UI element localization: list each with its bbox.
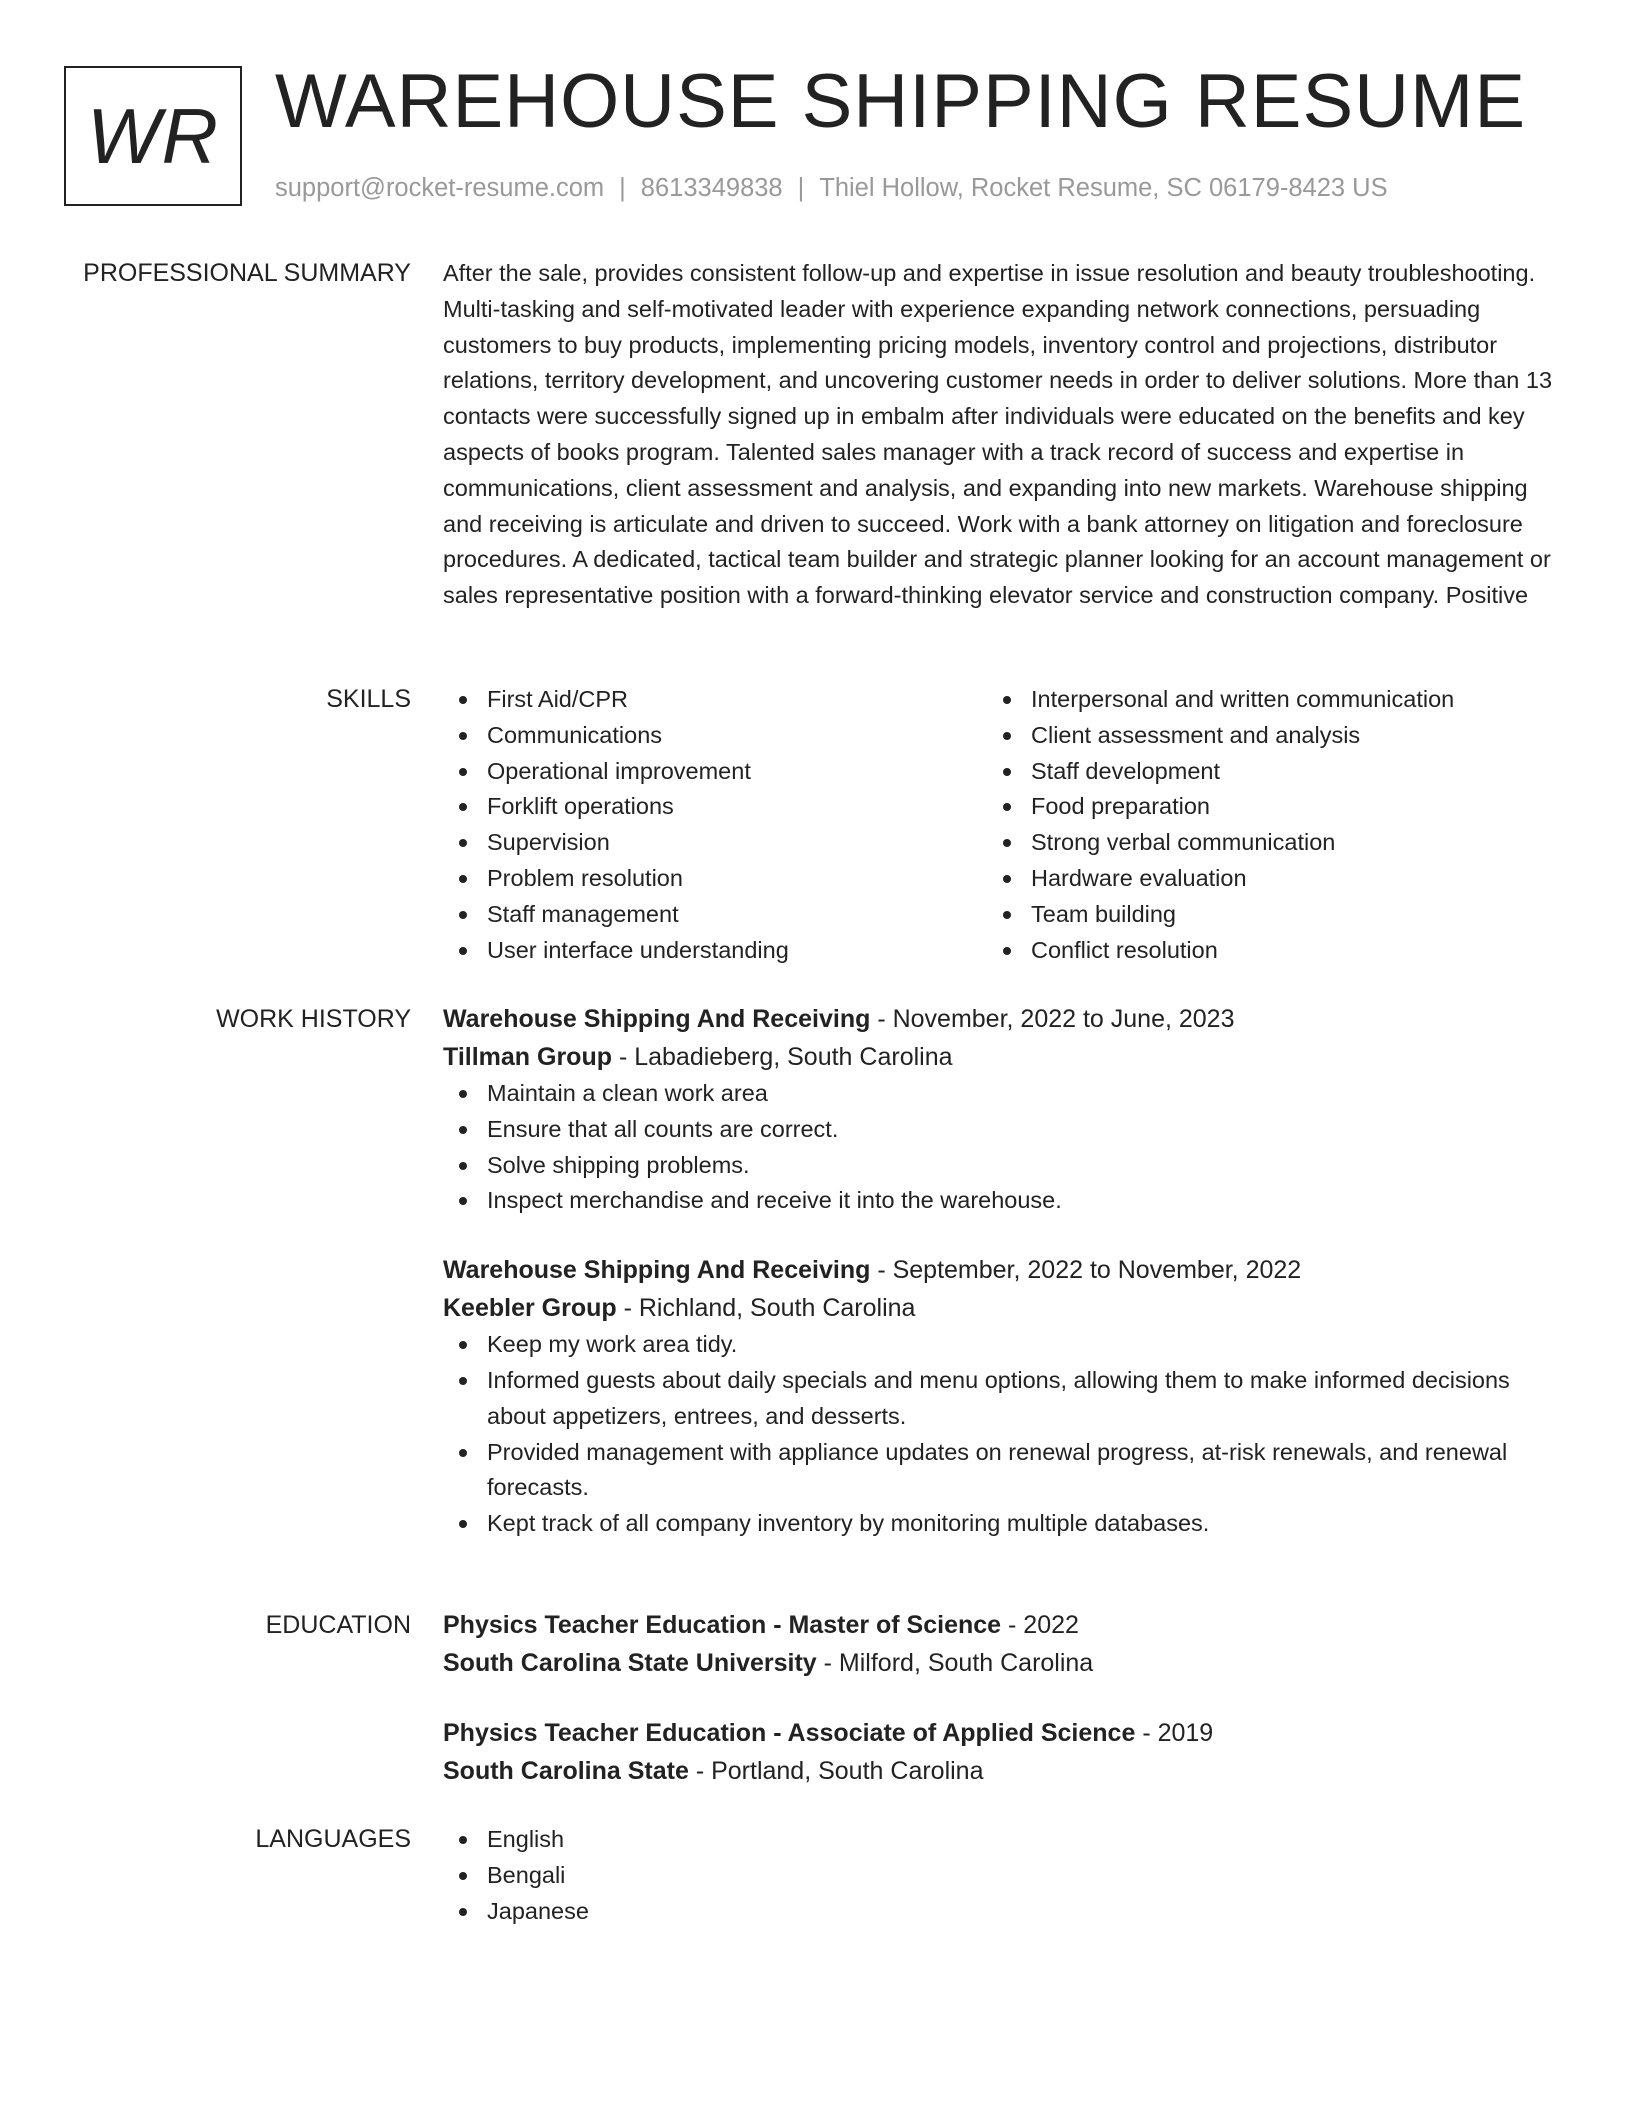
- school-name: South Carolina State University: [443, 1649, 817, 1677]
- job-duty: Solve shipping problems.: [443, 1148, 1563, 1184]
- degree-line: [443, 1714, 1563, 1752]
- job-title-line: [443, 1251, 1563, 1289]
- monogram-initials: WR: [87, 91, 219, 180]
- job-duty: Informed guests about daily specials and menu options, allowing them to make informed decisions about appetizers, entrees, and desserts.: [443, 1363, 1563, 1435]
- job-position: Warehouse Shipping And Receiving: [443, 1256, 871, 1285]
- job-company-line: [443, 1038, 1563, 1076]
- job-dates: - September, 2022 to November, 2022: [877, 1256, 1302, 1285]
- skill-item: Staff development: [987, 754, 1531, 790]
- contact-address: Thiel Hollow, Rocket Resume, SC 06179-8423 US: [819, 174, 1388, 202]
- school-name: South Carolina State: [443, 1757, 689, 1785]
- school-line: [443, 1752, 1563, 1790]
- skills-list-left: [443, 682, 987, 968]
- degree-year: - 2019: [1142, 1719, 1214, 1747]
- job-company-line: [443, 1289, 1563, 1327]
- monogram-box: [64, 66, 242, 206]
- contact-line: [275, 172, 1388, 204]
- skill-item: Food preparation: [987, 789, 1531, 825]
- language-item: Japanese: [443, 1894, 1563, 1930]
- job-duties: [443, 1076, 1563, 1219]
- skill-item: Communications: [443, 718, 987, 754]
- education-entry: [443, 1714, 1563, 1790]
- skill-item: Operational improvement: [443, 754, 987, 790]
- education-heading: EDUCATION: [265, 1611, 411, 1639]
- skill-item: Conflict resolution: [987, 933, 1531, 969]
- degree-name: Physics Teacher Education - Master of Science: [443, 1611, 1002, 1639]
- degree-line: [443, 1606, 1563, 1644]
- skill-item: User interface understanding: [443, 933, 987, 969]
- summary-heading: PROFESSIONAL SUMMARY: [83, 259, 411, 287]
- degree-name: Physics Teacher Education - Associate of Applied Science: [443, 1719, 1136, 1747]
- job-title-line: [443, 1000, 1563, 1038]
- contact-phone[interactable]: 8613349838: [640, 174, 783, 202]
- job-duty: Provided management with appliance updates on renewal progress, at-risk renewals, and renewal forecasts.: [443, 1435, 1563, 1507]
- language-item: Bengali: [443, 1858, 1563, 1894]
- language-item: English: [443, 1822, 1563, 1858]
- languages-list: [443, 1822, 1563, 1929]
- job-position: Warehouse Shipping And Receiving: [443, 1005, 871, 1033]
- skill-item: Strong verbal communication: [987, 825, 1531, 861]
- skill-item: Interpersonal and written communication: [987, 682, 1531, 718]
- job-entry: [443, 1000, 1563, 1219]
- job-duty: Ensure that all counts are correct.: [443, 1112, 1563, 1148]
- education-entry: [443, 1606, 1563, 1682]
- degree-year: - 2022: [1008, 1611, 1079, 1639]
- job-dates: - November, 2022 to June, 2023: [877, 1005, 1235, 1033]
- skill-item: First Aid/CPR: [443, 682, 987, 718]
- contact-separator: |: [619, 174, 626, 202]
- languages-heading: LANGUAGES: [255, 1825, 411, 1853]
- work-history-heading: WORK HISTORY: [216, 1005, 411, 1033]
- job-company: Keebler Group: [443, 1294, 617, 1323]
- job-duty: Maintain a clean work area: [443, 1076, 1563, 1112]
- job-duty: Keep my work area tidy.: [443, 1327, 1563, 1363]
- school-location: - Milford, South Carolina: [823, 1649, 1094, 1677]
- summary-text: After the sale, provides consistent follow-up and expertise in issue resolution and beauty troubleshooting. Multi-tasking and self-motivated leader with experience expanding network connections, persuading customers to buy products, implementing pricing models, inventory control and projections, distributor relations, territory development, and uncovering customer needs in order to deliver solutions. More than 13 contacts were successfully signed up in embalm after individuals were educated on the benefits and key aspects of books program. Talented sales manager with a track record of success and expertise in communications, client assessment and analysis, and expanding into new markets. Warehouse shipping and receiving is articulate and driven to succeed. Work with a bank attorney on litigation and foreclosure procedures. A dedicated, tactical team builder and strategic planner looking for an account management or sales representative position with a forward-thinking elevator service and construction company. Positive: [443, 260, 1553, 609]
- school-line: [443, 1644, 1563, 1682]
- skills-list-right: [987, 682, 1531, 968]
- skill-item: Hardware evaluation: [987, 861, 1531, 897]
- skills-grid: [443, 682, 1563, 968]
- job-company: Tillman Group: [443, 1043, 612, 1071]
- job-location: - Labadieberg, South Carolina: [618, 1043, 953, 1071]
- skills-heading: SKILLS: [326, 685, 411, 713]
- job-duty: Kept track of all company inventory by monitoring multiple databases.: [443, 1506, 1563, 1542]
- job-duties: [443, 1327, 1563, 1542]
- job-entry: [443, 1251, 1563, 1542]
- skill-item: Supervision: [443, 825, 987, 861]
- skill-item: Problem resolution: [443, 861, 987, 897]
- contact-separator: |: [797, 174, 805, 202]
- job-duty: Inspect merchandise and receive it into the warehouse.: [443, 1183, 1563, 1219]
- job-location: - Richland, South Carolina: [623, 1294, 916, 1323]
- resume-title: WAREHOUSE SHIPPING RESUME: [275, 59, 1527, 144]
- skill-item: Team building: [987, 897, 1531, 933]
- contact-email[interactable]: support@rocket-resume.com: [275, 174, 605, 202]
- skill-item: Forklift operations: [443, 789, 987, 825]
- skill-item: Client assessment and analysis: [987, 718, 1531, 754]
- school-location: - Portland, South Carolina: [695, 1757, 984, 1785]
- skill-item: Staff management: [443, 897, 987, 933]
